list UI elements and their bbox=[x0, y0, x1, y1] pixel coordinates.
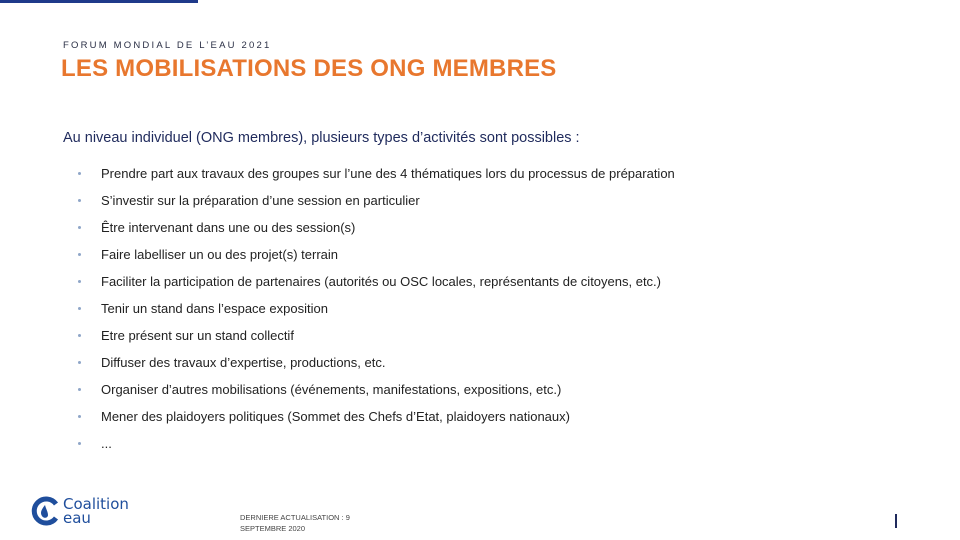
bullet-icon bbox=[78, 226, 81, 229]
list-item bbox=[76, 322, 675, 349]
top-accent-bar bbox=[0, 0, 198, 3]
list-item bbox=[76, 268, 675, 295]
list-item-text: Diffuser des travaux d’expertise, productions, etc. bbox=[101, 355, 386, 370]
bullet-icon bbox=[78, 361, 81, 364]
activity-list bbox=[76, 160, 675, 457]
list-item-text: Être intervenant dans une ou des session(s) bbox=[101, 220, 356, 235]
bullet-icon bbox=[78, 334, 81, 337]
header-kicker: FORUM MONDIAL DE L’EAU 2021 bbox=[63, 40, 272, 51]
page-title: LES MOBILISATIONS DES ONG MEMBRES bbox=[61, 55, 557, 82]
list-item-text: ... bbox=[101, 436, 112, 451]
list-item bbox=[76, 241, 675, 268]
bullet-icon bbox=[78, 199, 81, 202]
list-item bbox=[76, 160, 675, 187]
bullet-icon bbox=[78, 442, 81, 445]
bullet-icon bbox=[78, 172, 81, 175]
list-item bbox=[76, 376, 675, 403]
list-item-text: Organiser d’autres mobilisations (événements, manifestations, expositions, etc.) bbox=[101, 382, 562, 397]
bullet-icon bbox=[78, 388, 81, 391]
list-item-text: Mener des plaidoyers politiques (Sommet des Chefs d’Etat, plaidoyers nationaux) bbox=[101, 409, 570, 424]
list-item-text: S’investir sur la préparation d’une session en particulier bbox=[101, 193, 420, 208]
bullet-icon bbox=[78, 280, 81, 283]
logo-text-line2: eau bbox=[63, 509, 91, 527]
intro-text: Au niveau individuel (ONG membres), plusieurs types d’activités sont possibles : bbox=[63, 130, 580, 146]
list-item bbox=[76, 403, 675, 430]
page-marker bbox=[895, 514, 897, 528]
update-note: DERNIERE ACTUALISATION : 9 SEPTEMBRE 2020 bbox=[240, 513, 350, 533]
list-item-text: Faire labelliser un ou des projet(s) terrain bbox=[101, 247, 338, 262]
logo-text-line1: Coalition bbox=[63, 495, 129, 513]
list-item bbox=[76, 349, 675, 376]
bullet-icon bbox=[78, 415, 81, 418]
list-item bbox=[76, 295, 675, 322]
bullet-icon bbox=[78, 307, 81, 310]
list-item-text: Faciliter la participation de partenaires (autorités ou OSC locales, représentants de citoyens, etc.) bbox=[101, 274, 661, 289]
list-item-text: Etre présent sur un stand collectif bbox=[101, 328, 294, 343]
coalition-eau-logo-icon bbox=[30, 496, 60, 526]
coalition-eau-logo bbox=[30, 496, 129, 526]
list-item bbox=[76, 214, 675, 241]
list-item bbox=[76, 430, 675, 457]
list-item bbox=[76, 187, 675, 214]
list-item-text: Tenir un stand dans l’espace exposition bbox=[101, 301, 328, 316]
bullet-icon bbox=[78, 253, 81, 256]
list-item-text: Prendre part aux travaux des groupes sur l’une des 4 thématiques lors du processus de préparation bbox=[101, 166, 675, 181]
